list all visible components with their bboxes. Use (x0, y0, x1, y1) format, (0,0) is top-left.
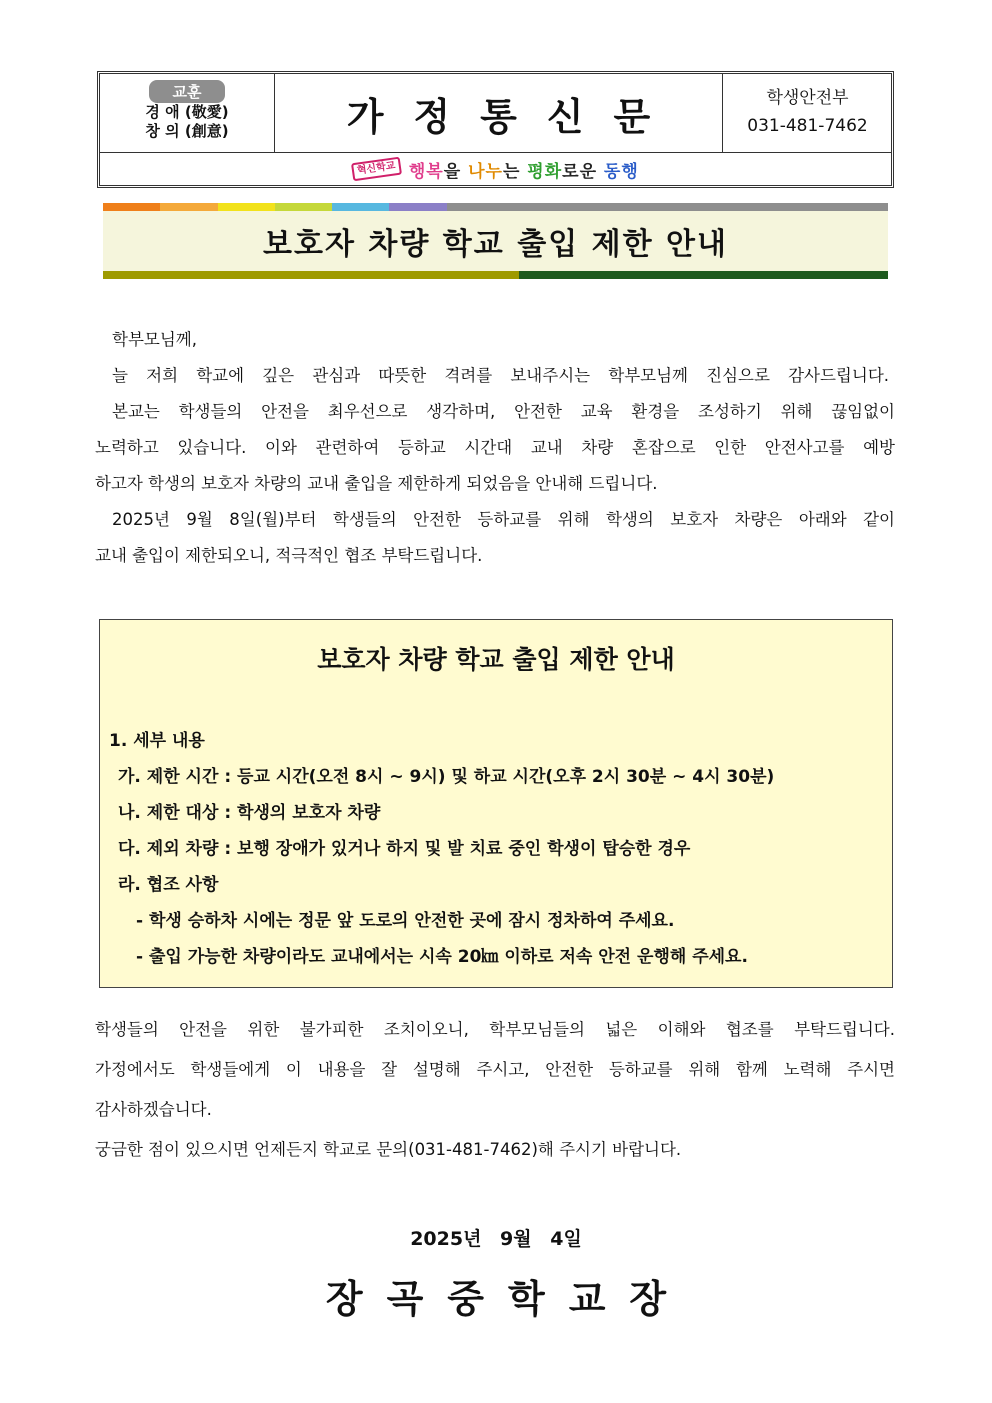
newsletter-title: 가정통신문 (275, 74, 723, 152)
notice-item-target: 나. 제한 대상 : 학생의 보호자 차량 (118, 803, 381, 823)
closing-line-2: 가정에서도 학생들에게 이 내용을 잘 설명해 주시고, 안전한 등하교를 위해 함께 노력해 주시면 (95, 1060, 895, 1079)
motto-line-1: 경 애 (敬愛) (145, 103, 229, 121)
banner-top-stripe (275, 203, 332, 211)
banner-top-stripe (447, 203, 888, 211)
cooperation-bullet-2: - 출입 가능한 차량이라도 교내에서는 시속 20㎞ 이하로 저속 안전 운행해 주세요. (136, 947, 748, 967)
newsletter-header (97, 71, 894, 188)
paragraph-2-line-2: 노력하고 있습니다. 이와 관련하여 등하교 시간대 교내 차량 혼잡으로 인한 안전사고를 예방 (95, 438, 895, 457)
greeting: 학부모님께, (112, 330, 197, 349)
closing-line-1: 학생들의 안전을 위한 불가피한 조치이오니, 학부모님들의 넓은 이해와 협조를 부탁드립니다. (95, 1020, 895, 1039)
contact-line: 궁금한 점이 있으시면 언제든지 학교로 문의(031-481-7462)해 주시기 바랍니다. (95, 1140, 682, 1159)
banner-title: 보호자 차량 학교 출입 제한 안내 (103, 211, 888, 271)
banner-bottom-stripe (519, 271, 888, 279)
banner-top-stripe (389, 203, 446, 211)
department-name: 학생안전부 (766, 88, 849, 108)
paragraph-3-line-1: 2025년 9월 8일(월)부터 학생들의 안전한 등하교를 위해 학생의 보호자 차량은 아래와 같이 (112, 510, 895, 529)
banner-color-band-bottom (103, 271, 888, 279)
paragraph-3-line-2: 교내 출입이 제한되오니, 적극적인 협조 부탁드립니다. (95, 546, 483, 565)
banner-top-stripe (332, 203, 389, 211)
department-info (724, 74, 891, 152)
header-top-row (100, 74, 891, 153)
banner-top-stripe (218, 203, 275, 211)
paragraph-thanks: 늘 저희 학교에 깊은 관심과 따뜻한 격려를 보내주시는 학부모님께 진심으로 감사드립니다. (112, 366, 889, 385)
banner-bottom-stripe (103, 271, 519, 279)
notice-section-heading: 1. 세부 내용 (109, 731, 205, 751)
principal-signature: 장곡중학교장 (325, 1276, 691, 1321)
banner-top-stripe (160, 203, 217, 211)
school-motto (100, 74, 275, 152)
department-phone: 031-481-7462 (747, 116, 868, 136)
notice-item-time: 가. 제한 시간 : 등교 시간(오전 8시 ~ 9시) 및 하교 시간(오후 2시 30분 ~ 4시 30분) (118, 767, 775, 787)
innovation-school-logo: 혁신학교 (351, 157, 402, 182)
notice-item-exception: 다. 제외 차량 : 보행 장애가 있거나 하지 및 발 치료 중인 학생이 탑승한 경우 (118, 839, 691, 859)
notice-box (99, 619, 893, 988)
cooperation-bullet-1: - 학생 승하차 시에는 정문 앞 도로의 안전한 곳에 잠시 정차하여 주세요. (136, 911, 675, 931)
school-slogan: 행복을 나누는 평화로운 동행 (408, 161, 639, 182)
notice-item-cooperation: 라. 협조 사항 (118, 875, 219, 895)
issue-date: 2025년 9월 4일 (410, 1228, 582, 1250)
banner-top-stripe (103, 203, 160, 211)
motto-line-2: 창 의 (創意) (145, 122, 229, 140)
paragraph-2-line-3: 하고자 학생의 보호자 차량의 교내 출입을 제한하게 되었음을 안내해 드립니다. (95, 474, 658, 493)
notice-title: 보호자 차량 학교 출입 제한 안내 (317, 645, 675, 674)
title-banner (103, 203, 888, 279)
paragraph-2-line-1: 본교는 학생들의 안전을 최우선으로 생각하며, 안전한 교육 환경을 조성하기 위해 끊임없이 (112, 402, 895, 421)
slogan-row (100, 153, 891, 185)
motto-badge: 교훈 (149, 80, 226, 103)
banner-color-band-top (103, 203, 888, 211)
closing-line-3: 감사하겠습니다. (95, 1100, 212, 1119)
